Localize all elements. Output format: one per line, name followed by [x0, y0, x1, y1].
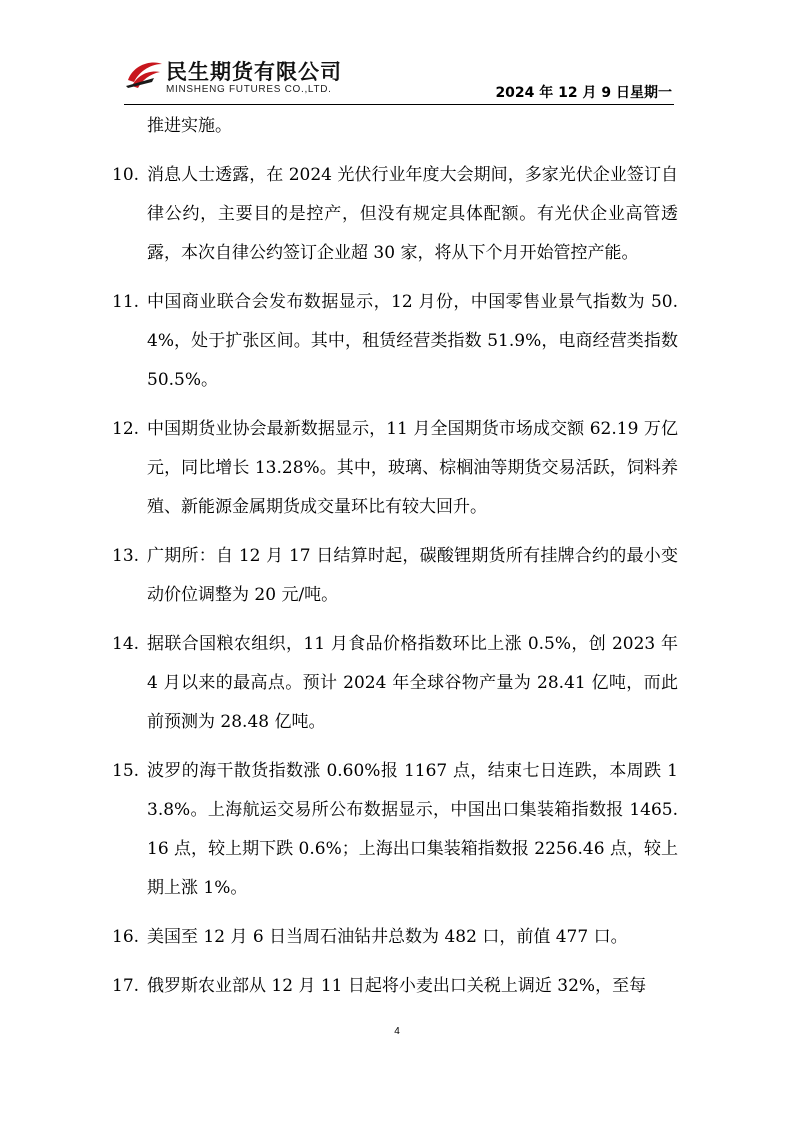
item-text: 美国至 12 月 6 日当周石油钻井总数为 482 口，前值 477 口。 [147, 927, 628, 947]
item-number: 13. [112, 546, 140, 566]
item-number: 12. [112, 419, 140, 439]
news-item [112, 156, 678, 273]
news-list [112, 107, 678, 1016]
header-divider [124, 104, 674, 105]
company-name-en: MINSHENG FUTURES CO.,LTD. [166, 84, 332, 95]
item-number: 10. [112, 165, 140, 185]
item-text: 消息人士透露，在 2024 光伏行业年度大会期间，多家光伏企业签订自律公约，主要目的是控产，但没有规定具体配额。有光伏企业高管透露，本次自律公约签订企业超 30 家，将从下个月开始管控产能。 [147, 165, 678, 263]
news-item [112, 967, 678, 1006]
item-number: 11. [112, 292, 140, 312]
news-item [112, 752, 678, 908]
item-text: 中国商业联合会发布数据显示，12 月份，中国零售业景气指数为 50.4%，处于扩张区间。其中，租赁经营类指数 51.9%，电商经营类指数 50.5%。 [147, 292, 678, 390]
item-number: 16. [112, 927, 140, 947]
news-item [112, 410, 678, 527]
news-item [112, 283, 678, 400]
continuation-paragraph: 推进实施。 [147, 116, 232, 136]
item-text: 广期所：自 12 月 17 日结算时起，碳酸锂期货所有挂牌合约的最小变动价位调整为 20 元/吨。 [147, 546, 678, 605]
report-date: 2024 年 12 月 9 日星期一 [495, 85, 672, 101]
item-text: 中国期货业协会最新数据显示，11 月全国期货市场成交额 62.19 万亿元，同比增长 13.28%。其中，玻璃、棕榈油等期货交易活跃，饲料养殖、新能源金属期货成交量环比有较大回升。 [147, 419, 678, 517]
page-number: 4 [394, 1026, 400, 1037]
item-number: 14. [112, 634, 140, 654]
news-item [112, 537, 678, 615]
item-number: 15. [112, 761, 140, 781]
news-item [112, 918, 678, 957]
item-number: 17. [112, 976, 140, 996]
page-header [124, 50, 674, 106]
news-item [112, 625, 678, 742]
item-text: 据联合国粮农组织，11 月食品价格指数环比上涨 0.5%，创 2023 年 4 月以来的最高点。预计 2024 年全球谷物产量为 28.41 亿吨，而此前预测为 28.48 亿吨。 [147, 634, 678, 732]
item-text: 波罗的海干散货指数涨 0.60%报 1167 点，结束七日连跌，本周跌 13.8%。上海航运交易所公布数据显示，中国出口集装箱指数报 1465.16 点，较上期下跌 0.6%；上海出口集装箱指数报 2256.46 点，较上期上涨 1%。 [147, 761, 678, 898]
company-name-cn: 民生期货有限公司 [166, 60, 342, 84]
item-text: 俄罗斯农业部从 12 月 11 日起将小麦出口关税上调近 32%，至每 [147, 976, 647, 996]
minsheng-logo-icon [124, 58, 164, 90]
